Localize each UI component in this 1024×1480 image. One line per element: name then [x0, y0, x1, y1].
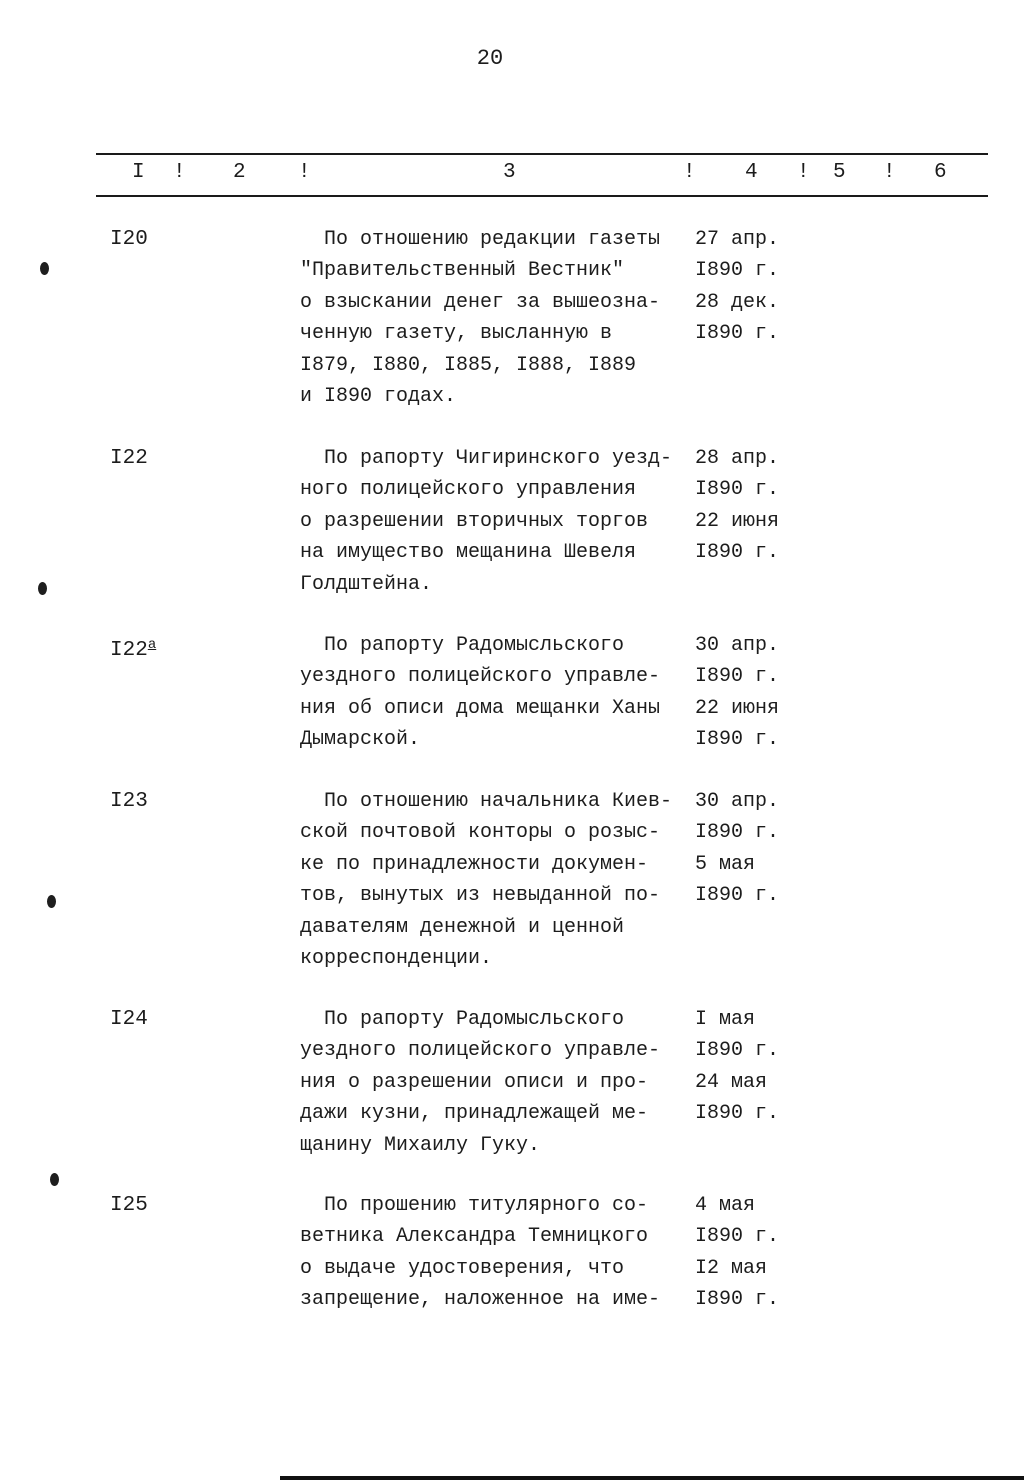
- record-description: По рапорту Радомысльского уездного полицейского управле- ния о разрешении описи и про- дажи кузни, принадлежащей ме- щанину Михаилу Гуку.: [300, 1008, 661, 1157]
- record-dates: 28 апр. I890 г. 22 июня I890 г.: [695, 447, 780, 565]
- header-col-6: 6: [934, 161, 947, 184]
- record-dates: 27 апр. I890 г. 28 дек. I890 г.: [695, 228, 780, 346]
- record-number: [110, 1004, 148, 1035]
- header-separator: !: [683, 161, 696, 184]
- record-number-text: I24: [110, 1008, 148, 1031]
- header-col-5: 5: [833, 161, 846, 184]
- record-description: По рапорту Радомысльского уездного полицейского управле- ния об описи дома мещанки Ханы Дымарской.: [300, 634, 661, 752]
- record-number: [110, 630, 156, 666]
- header-separator: !: [883, 161, 896, 184]
- record-number: [110, 224, 148, 255]
- record-number-superscript: а: [147, 637, 157, 653]
- header-col-2: 2: [233, 161, 246, 184]
- record-number-text: I20: [110, 228, 148, 251]
- record-dates: 30 апр. I890 г. 22 июня I890 г.: [695, 634, 780, 752]
- record-number-text: I23: [110, 790, 148, 813]
- record-description: По прошению титулярного со- ветника Александра Темницкого о выдаче удостоверения, что запрещение, наложенное на име-: [300, 1194, 661, 1312]
- punch-hole-mark: [50, 1173, 59, 1186]
- punch-hole-mark: [47, 895, 56, 908]
- record-dates: 30 апр. I890 г. 5 мая I890 г.: [695, 790, 780, 908]
- record-number-text: I25: [110, 1194, 148, 1217]
- header-col-3: 3: [503, 161, 516, 184]
- header-col-4: 4: [745, 161, 758, 184]
- record-number: [110, 1190, 148, 1221]
- header-separator: !: [298, 161, 311, 184]
- header-col-1: I: [132, 161, 145, 184]
- header-separator: !: [797, 161, 810, 184]
- record-number: [110, 443, 148, 474]
- record-dates: 4 мая I890 г. I2 мая I890 г.: [695, 1194, 780, 1312]
- bottom-edge-rule: [280, 1476, 1024, 1480]
- header-separator: !: [173, 161, 186, 184]
- record-description: По отношению начальника Киев- ской почтовой конторы о розыс- ке по принадлежности докумен- тов, вынутых из невыданной по- давателям денежной и ценной корреспонденции.: [300, 790, 673, 971]
- record-number-text: I22: [110, 639, 148, 662]
- punch-hole-mark: [38, 582, 47, 595]
- page-number: 20: [476, 46, 504, 71]
- record-number: [110, 786, 148, 817]
- record-number-text: I22: [110, 447, 148, 470]
- punch-hole-mark: [40, 262, 49, 275]
- record-dates: I мая I890 г. 24 мая I890 г.: [695, 1008, 780, 1126]
- record-description: По рапорту Чигиринского уезд- ного полицейского управления о разрешении вторичных торгов на имущество мещанина Шевеля Голдштейна.: [300, 447, 673, 596]
- record-description: По отношению редакции газеты "Правительственный Вестник" о взыскании денег за вышеозна- ченную газету, высланную в I879, I880, I885, I888, I889 и I890 годах.: [300, 228, 661, 409]
